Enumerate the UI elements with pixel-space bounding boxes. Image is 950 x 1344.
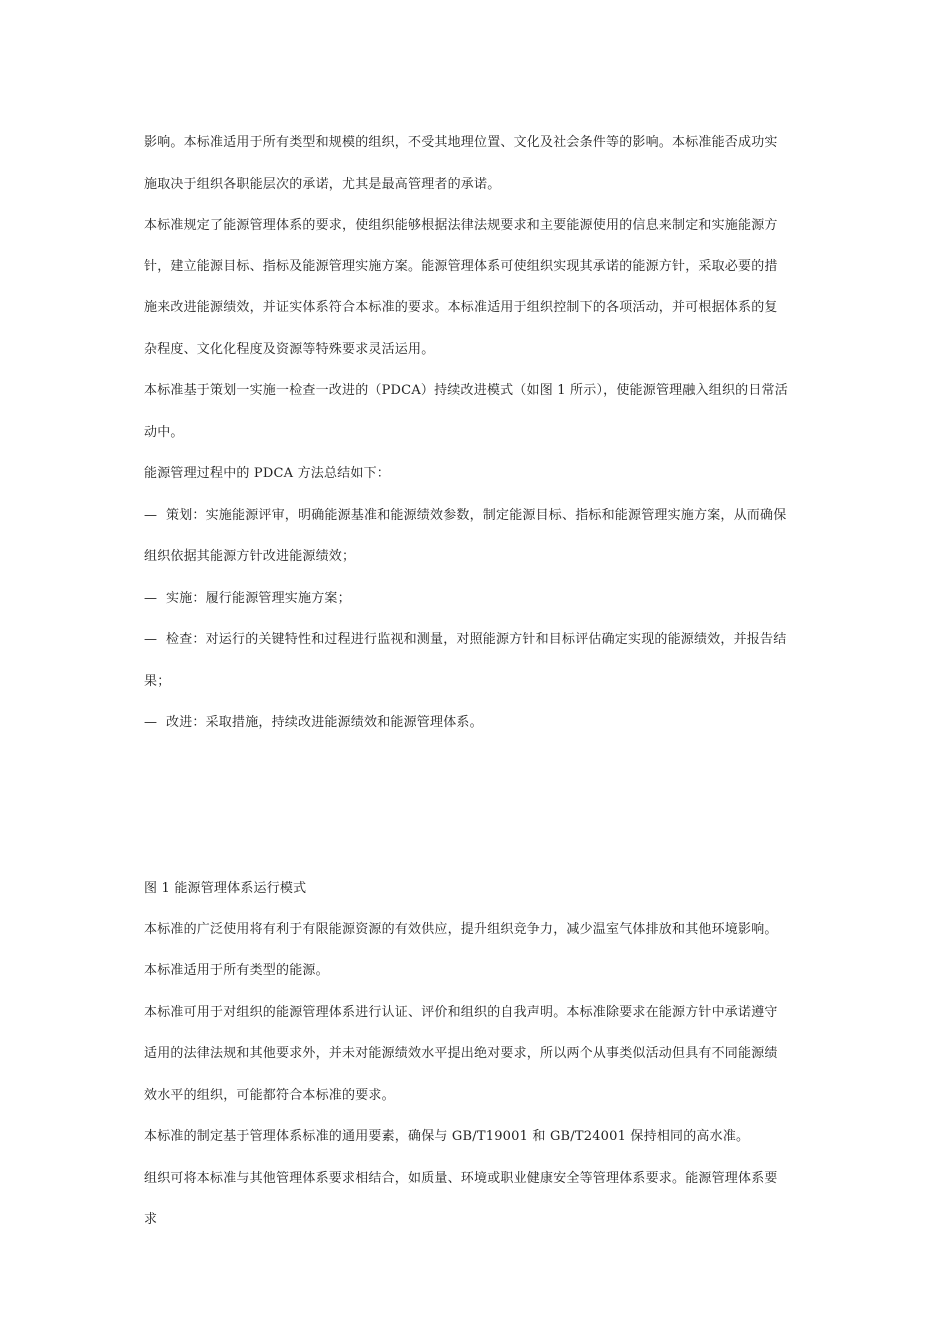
list-item-line <box>144 632 786 648</box>
paragraph-line: 求 <box>144 1212 158 1227</box>
paragraph-line: 针，建立能源目标、指标及能源管理实施方案。能源管理体系可使组织实现其承诺的能源方针，采取必要的措 <box>144 259 778 274</box>
list-item-line <box>144 508 786 524</box>
dash-marker: — <box>144 508 158 523</box>
paragraph-line: 本标准基于策划一实施一检查一改进的（PDCA）持续改进模式（如图 1 所示），使能源管理融入组织的日常活 <box>144 383 788 398</box>
paragraph-line: 本标准适用于所有类型的能源。 <box>144 963 329 978</box>
paragraph-line: 果； <box>144 674 171 689</box>
paragraph-line: 本标准可用于对组织的能源管理体系进行认证、评价和组织的自我声明。本标准除要求在能源方针中承诺遵守 <box>144 1005 778 1020</box>
paragraph-line: 本标准规定了能源管理体系的要求，使组织能够根据法律法规要求和主要能源使用的信息来制定和实施能源方 <box>144 218 778 233</box>
list-item-text: 实施：履行能源管理实施方案； <box>166 591 351 606</box>
list-item-line <box>144 715 483 731</box>
dash-marker: — <box>144 632 158 647</box>
list-item-text: 策划：实施能源评审，明确能源基准和能源绩效参数，制定能源目标、指标和能源管理实施方案，从而确保 <box>166 508 787 523</box>
paragraph-line: 施来改进能源绩效，并证实体系符合本标准的要求。本标准适用于组织控制下的各项活动，并可根据体系的复 <box>144 300 778 315</box>
list-item-text: 改进：采取措施，持续改进能源绩效和能源管理体系。 <box>166 715 483 730</box>
paragraph-line: 杂程度、文化化程度及资源等特殊要求灵活运用。 <box>144 342 435 357</box>
paragraph-line: 影响。本标准适用于所有类型和规模的组织，不受其地理位置、文化及社会条件等的影响。本标准能否成功实 <box>144 135 778 150</box>
dash-marker: — <box>144 715 158 730</box>
list-item-line <box>144 591 351 607</box>
list-item-text: 检查：对运行的关键特性和过程进行监视和测量，对照能源方针和目标评估确定实现的能源绩效，并报告结 <box>166 632 787 647</box>
paragraph-line: 效水平的组织，可能都符合本标准的要求。 <box>144 1088 395 1103</box>
paragraph-line: 组织依据其能源方针改进能源绩效； <box>144 549 356 564</box>
paragraph-line: 施取决于组织各职能层次的承诺，尤其是最高管理者的承诺。 <box>144 177 501 192</box>
paragraph-line: 本标准的制定基于管理体系标准的通用要素，确保与 GB/T19001 和 GB/T24001 保持相同的高水准。 <box>144 1129 750 1144</box>
paragraph-line: 组织可将本标准与其他管理体系要求相结合，如质量、环境或职业健康安全等管理体系要求。能源管理体系要 <box>144 1171 778 1186</box>
paragraph-line: 动中。 <box>144 425 184 440</box>
paragraph-line: 适用的法律法规和其他要求外，并未对能源绩效水平提出绝对要求，所以两个从事类似活动但具有不同能源绩 <box>144 1046 778 1061</box>
figure-caption: 图 1 能源管理体系运行模式 <box>144 881 307 896</box>
paragraph-line: 能源管理过程中的 PDCA 方法总结如下： <box>144 466 390 481</box>
dash-marker: — <box>144 591 158 606</box>
paragraph-line: 本标准的广泛使用将有利于有限能源资源的有效供应，提升组织竞争力，减少温室气体排放和其他环境影响。 <box>144 922 778 937</box>
